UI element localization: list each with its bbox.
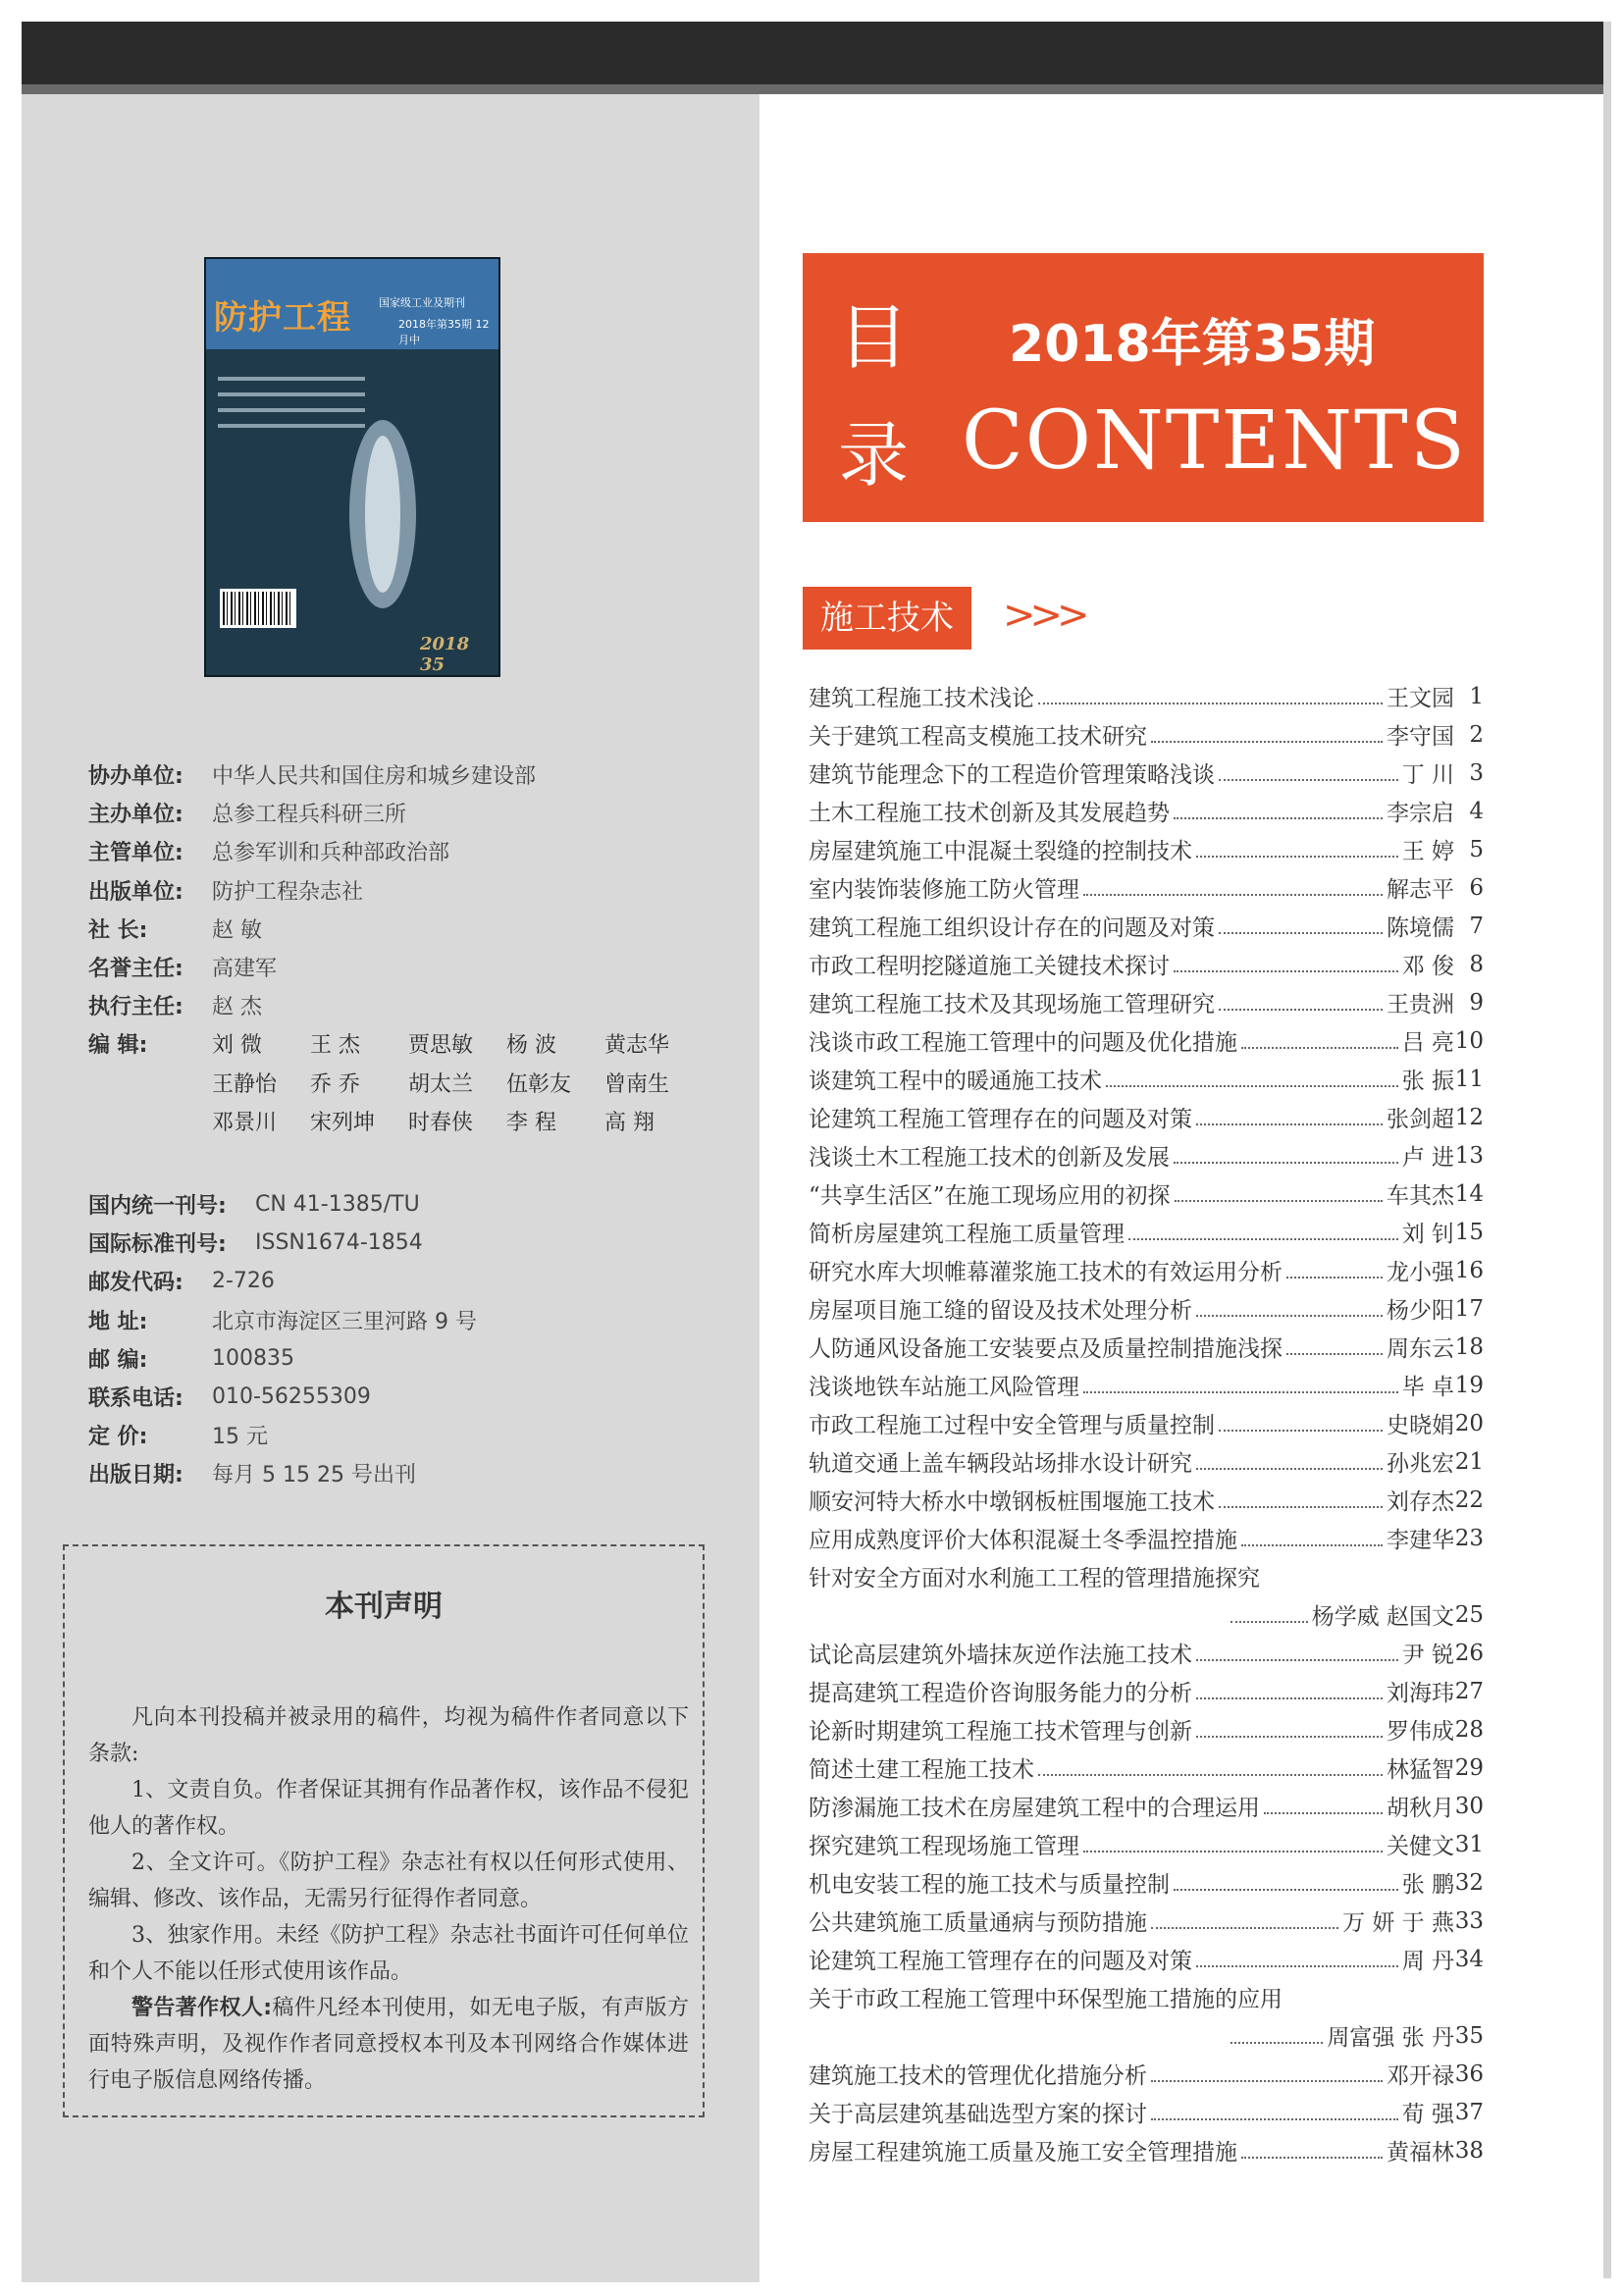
toc-entry[interactable] [809, 1328, 1484, 1366]
masthead-row [88, 986, 716, 1024]
toc-author: 龙小强 [1387, 1260, 1454, 1285]
toc-leader [1196, 1454, 1383, 1470]
toc-leader [1286, 1263, 1383, 1278]
toc-leader [1128, 1225, 1398, 1240]
toc-title-line: 针对安全方面对水利施工工程的管理措施探究 [809, 1566, 1260, 1592]
toc-page: 27 [1454, 1678, 1484, 1704]
editor-name: 王 杰 [310, 1033, 360, 1059]
toc-title: 提高建筑工程造价咨询服务能力的分析 [809, 1681, 1192, 1706]
toc-entry[interactable] [809, 1060, 1484, 1098]
masthead-row [88, 756, 716, 794]
toc-entry[interactable] [809, 1481, 1484, 1519]
editor-name: 杨 波 [506, 1033, 556, 1059]
toc-leader [1219, 995, 1383, 1011]
toc-page: 3 [1469, 759, 1484, 786]
toc-leader [1175, 1186, 1383, 1202]
toc-author: 张剑超 [1387, 1107, 1454, 1132]
toc-entry[interactable] [809, 1442, 1484, 1481]
toc-leader [1230, 2028, 1323, 2044]
toc-author: 车其杰 [1387, 1183, 1454, 1209]
toc-author: 卢 进 [1401, 1145, 1454, 1171]
toc-leader [1151, 2066, 1383, 2082]
toc-author: 王贵洲 [1387, 992, 1454, 1018]
cover-year-mark: 2018 35 [420, 634, 470, 675]
pubinfo-row [88, 1339, 736, 1378]
toc-page: 8 [1469, 951, 1484, 977]
declaration-title: 本刊声明 [325, 1590, 443, 1624]
toc-leader [1219, 1416, 1383, 1432]
toc-title: 建筑施工技术的管理优化措施分析 [809, 2063, 1147, 2089]
toc-entry[interactable] [809, 1902, 1484, 1940]
toc-author: 周富强 张 丹 [1327, 2025, 1454, 2051]
masthead-row [88, 794, 716, 832]
toc-author: 杨学威 赵国文 [1311, 1604, 1454, 1630]
toc-author: 周 丹 [1401, 1949, 1454, 1974]
toc-page: 10 [1454, 1027, 1484, 1054]
toc-author: 解志平 [1387, 877, 1454, 903]
toc-entry[interactable] [809, 983, 1484, 1021]
toc-leader [1219, 1492, 1383, 1508]
masthead-row [88, 948, 716, 986]
toc-author: 胡秋月 [1387, 1796, 1454, 1821]
pubinfo-row [88, 1185, 736, 1224]
toc-page: 35 [1454, 2022, 1484, 2049]
toc-entry[interactable] [809, 792, 1484, 830]
toc-page: 16 [1454, 1257, 1484, 1283]
pubinfo-label: 邮 编: [88, 1347, 148, 1373]
toc-leader [1264, 1799, 1383, 1814]
toc-entry[interactable] [809, 2055, 1484, 2093]
toc-page: 32 [1454, 1869, 1484, 1896]
scan-top-edge [22, 84, 1609, 94]
toc-author: 陈境儒 [1387, 915, 1454, 941]
toc-entry[interactable] [809, 1021, 1484, 1060]
pubinfo-label: 定 价: [88, 1425, 148, 1450]
warning-text: 稿件凡经本刊使用，如无电子版，有声版方面特殊声明，及视作作者同意授权本刊及本刊网络合作媒体进行电子版信息网络传播。 [88, 1996, 689, 2093]
pubinfo-label: 地 址: [88, 1309, 148, 1334]
declaration-intro: 凡向本刊投稿并被录用的稿件，均视为稿件作者同意以下条款: [88, 1705, 689, 1766]
toc-author: 尹 锐 [1401, 1643, 1454, 1668]
toc-entry[interactable] [809, 868, 1484, 907]
toc-leader [1196, 1684, 1383, 1699]
editor-name: 高 翔 [604, 1110, 654, 1135]
toc-page: 1 [1469, 683, 1484, 709]
toc-page: 20 [1454, 1410, 1484, 1436]
pubinfo-row [88, 1416, 736, 1454]
toc-title: 机电安装工程的施工技术与质量控制 [809, 1872, 1170, 1898]
toc-title: 公共建筑施工质量通病与预防措施 [809, 1910, 1147, 1936]
toc-leader [1196, 1952, 1398, 1967]
declaration-body [88, 1699, 689, 2099]
toc-title: 浅谈地铁车站施工风险管理 [809, 1375, 1079, 1400]
toc-title: 论建筑工程施工管理存在的问题及对策 [809, 1107, 1192, 1132]
toc-page: 13 [1454, 1142, 1484, 1169]
toc-author: 张 振 [1401, 1069, 1454, 1094]
masthead-value: 总参军训和兵种部政治部 [212, 841, 450, 866]
toc-author: 王文园 [1387, 686, 1454, 711]
pubinfo-label: 出版日期: [88, 1463, 183, 1488]
declaration-item-3: 3、独家作用。未经《防护工程》杂志社书面许可任何单位和个人不能以任形式使用该作品。 [88, 1923, 689, 1984]
toc-page: 34 [1454, 1946, 1484, 1972]
pubinfo-label: 邮发代码: [88, 1271, 183, 1296]
toc-title: 建筑工程施工技术及其现场施工管理研究 [809, 992, 1215, 1018]
toc-title-line: 关于市政工程施工管理中环保型施工措施的应用 [809, 1987, 1283, 2012]
toc-entry[interactable] [809, 1289, 1484, 1328]
editor-name: 黄志华 [604, 1033, 670, 1059]
masthead-value: 中华人民共和国住房和城乡建设部 [212, 764, 537, 790]
toc-page: 4 [1469, 798, 1484, 824]
pubinfo-value: 15 元 [212, 1425, 268, 1450]
pubinfo-row [88, 1301, 736, 1339]
toc-author: 毕 卓 [1401, 1375, 1454, 1400]
editor-name: 曾南生 [604, 1071, 670, 1097]
toc-author: 刘 钊 [1401, 1222, 1454, 1247]
toc-author: 吕 亮 [1401, 1030, 1454, 1056]
declaration-item-2: 2、全文许可。《防护工程》杂志社有权以任何形式使用、编辑、修改、该作品，无需另行征得作者同意。 [88, 1851, 689, 1911]
toc-leader [1083, 1837, 1383, 1852]
toc-title: 简析房屋建筑工程施工质量管理 [809, 1222, 1125, 1247]
editor-name: 胡太兰 [408, 1071, 474, 1097]
toc-title: 建筑工程施工技术浅论 [809, 686, 1034, 711]
contents-header [803, 253, 1484, 522]
toc-entry[interactable] [809, 1940, 1484, 1978]
toc-title: 研究水库大坝帷幕灌浆施工技术的有效运用分析 [809, 1260, 1283, 1285]
declaration-item-1: 1、文责自负。作者保证其拥有作品著作权，该作品不侵犯他人的著作权。 [88, 1778, 689, 1839]
toc-author: 邓开禄 [1387, 2063, 1454, 2089]
toc-leader [1174, 1875, 1398, 1891]
toc-page: 28 [1454, 1716, 1484, 1743]
toc-title: 土木工程施工技术创新及其发展趋势 [809, 801, 1170, 826]
toc-author: 李守国 [1387, 724, 1454, 750]
toc-leader [1196, 1722, 1383, 1738]
toc-title: 简述土建工程施工技术 [809, 1757, 1034, 1783]
toc-entry[interactable] [809, 1672, 1484, 1710]
editor-name: 王静怡 [212, 1071, 278, 1097]
masthead-row [88, 832, 716, 870]
toc-title: 顺安河特大桥水中墩钢板桩围堰施工技术 [809, 1489, 1215, 1515]
toc-title: “共享生活区”在施工现场应用的初探 [809, 1183, 1171, 1209]
toc-page: 25 [1454, 1601, 1484, 1628]
toc-page: 23 [1454, 1525, 1484, 1551]
toc-page: 9 [1469, 989, 1484, 1016]
toc-author: 关健文 [1387, 1834, 1454, 1859]
toc-author: 荀 强 [1401, 2102, 1454, 2127]
toc-title: 市政工程施工过程中安全管理与质量控制 [809, 1413, 1215, 1438]
pubinfo-value: ISSN1674-1854 [255, 1230, 423, 1256]
cover-building-image [324, 406, 442, 622]
toc-leader [1219, 918, 1383, 934]
toc-leader [1151, 727, 1383, 743]
section-arrows: >>> [1003, 593, 1084, 638]
toc-leader [1151, 2105, 1398, 2120]
toc-author: 李宗启 [1387, 801, 1454, 826]
pubinfo-row [88, 1378, 736, 1416]
toc-page: 37 [1454, 2099, 1484, 2125]
header-issue: 2018年第35期 [1009, 315, 1376, 374]
toc-entry[interactable] [809, 1748, 1484, 1787]
toc-page: 19 [1454, 1372, 1484, 1398]
toc-author: 周东云 [1387, 1336, 1454, 1362]
toc-author: 邓 俊 [1401, 954, 1454, 979]
masthead-label: 社 长: [88, 917, 148, 943]
editor-name: 宋列坤 [310, 1110, 376, 1135]
declaration-box [63, 1544, 705, 2117]
editor-name: 贾思敏 [408, 1033, 474, 1059]
toc-entry[interactable] [809, 1213, 1484, 1251]
toc-entry[interactable] [809, 1519, 1484, 1557]
editors-label: 编 辑: [88, 1033, 148, 1059]
toc-page: 2 [1469, 721, 1484, 748]
toc-leader [1174, 804, 1383, 819]
toc-title: 建筑工程施工组织设计存在的问题及对策 [809, 915, 1215, 941]
toc-leader [1174, 957, 1398, 972]
masthead-value: 防护工程杂志社 [212, 879, 364, 905]
toc-title: 谈建筑工程中的暖通施工技术 [809, 1069, 1102, 1094]
toc-page: 33 [1454, 1907, 1484, 1934]
toc-author: 林猛智 [1387, 1757, 1454, 1783]
toc-author: 杨少阳 [1387, 1298, 1454, 1324]
toc-author: 黄福林 [1387, 2140, 1454, 2166]
pubinfo-value: 北京市海淀区三里河路 9 号 [212, 1309, 477, 1334]
toc-page: 14 [1454, 1180, 1484, 1207]
toc-entry[interactable] [809, 1787, 1484, 1825]
toc-author: 刘存杰 [1387, 1489, 1454, 1515]
toc-title: 房屋建筑施工中混凝土裂缝的控制技术 [809, 839, 1192, 864]
toc-entry[interactable] [809, 830, 1484, 868]
toc-entry[interactable] [809, 1251, 1484, 1289]
toc-title: 房屋工程建筑施工质量及施工安全管理措施 [809, 2140, 1237, 2166]
toc-entry[interactable] [809, 2093, 1484, 2131]
toc-page: 5 [1469, 836, 1484, 862]
toc-page: 6 [1469, 874, 1484, 901]
toc-title: 浅谈土木工程施工技术的创新及发展 [809, 1145, 1170, 1171]
toc-page: 15 [1454, 1219, 1484, 1245]
toc-entry[interactable] [809, 907, 1484, 945]
toc-entry[interactable] [809, 1863, 1484, 1902]
toc-entry[interactable] [809, 1366, 1484, 1404]
toc-author: 王 婷 [1401, 839, 1454, 864]
toc-page: 31 [1454, 1831, 1484, 1857]
toc-leader [1196, 1301, 1383, 1317]
pubinfo-value: 010-56255309 [212, 1384, 371, 1410]
toc-leader [1151, 1913, 1338, 1929]
toc-page: 36 [1454, 2061, 1484, 2087]
toc-page: 11 [1454, 1066, 1484, 1092]
masthead-label: 执行主任: [88, 995, 183, 1020]
toc-title: 轨道交通上盖车辆段站场排水设计研究 [809, 1451, 1192, 1477]
editor-name: 伍彰友 [506, 1071, 572, 1097]
toc-entry[interactable] [809, 945, 1484, 983]
toc-entry[interactable] [809, 1174, 1484, 1213]
toc-entry[interactable] [809, 1404, 1484, 1442]
table-of-contents [809, 677, 1484, 2169]
toc-entry[interactable] [809, 2016, 1484, 2055]
toc-entry[interactable] [809, 715, 1484, 754]
toc-title: 论建筑工程施工管理存在的问题及对策 [809, 1949, 1192, 1974]
header-mu: 目 [838, 296, 910, 379]
toc-title: 关于高层建筑基础选型方案的探讨 [809, 2102, 1147, 2127]
section-tag: 施工技术 [803, 587, 971, 650]
editor-name: 时春侠 [408, 1110, 474, 1135]
masthead-value: 总参工程兵科研三所 [212, 803, 407, 828]
toc-title: 建筑节能理念下的工程造价管理策略浅谈 [809, 762, 1215, 788]
editors-row [88, 1024, 716, 1140]
cover-barcode [220, 589, 296, 628]
cover-logo: 防护工程 [214, 298, 351, 338]
toc-leader [1241, 1033, 1398, 1049]
scan-top-band [22, 22, 1609, 92]
toc-entry[interactable] [809, 1825, 1484, 1863]
toc-author: 史晓娟 [1387, 1413, 1454, 1438]
editor-name: 刘 微 [212, 1033, 262, 1059]
toc-title: 市政工程明挖隧道施工关键技术探讨 [809, 954, 1170, 979]
toc-author: 丁 川 [1401, 762, 1454, 788]
toc-page: 30 [1454, 1793, 1484, 1819]
declaration-warning [88, 1990, 689, 2099]
toc-entry[interactable] [809, 1136, 1484, 1174]
toc-title: 室内装饰装修施工防火管理 [809, 877, 1079, 903]
editor-name: 李 程 [506, 1110, 556, 1135]
pubinfo-label: 国内统一刊号: [88, 1194, 227, 1220]
toc-leader [1230, 1607, 1308, 1623]
toc-page: 17 [1454, 1295, 1484, 1322]
pubinfo-value: 100835 [212, 1345, 294, 1371]
toc-author: 孙兆宏 [1387, 1451, 1454, 1477]
pubinfo-value: 2-726 [212, 1269, 275, 1294]
toc-page: 22 [1454, 1487, 1484, 1513]
toc-leader [1196, 842, 1398, 858]
toc-leader [1083, 1378, 1398, 1393]
toc-page: 29 [1454, 1754, 1484, 1781]
publication-info [88, 1185, 736, 1493]
cover-issue: 2018年第35期 12月中 [398, 318, 490, 346]
toc-leader [1038, 689, 1383, 704]
masthead-label: 主管单位: [88, 841, 183, 866]
header-contents: CONTENTS [962, 394, 1467, 488]
toc-page: 12 [1454, 1104, 1484, 1130]
pubinfo-row [88, 1454, 736, 1492]
toc-leader [1038, 1760, 1383, 1776]
masthead [88, 756, 716, 1140]
pubinfo-row [88, 1262, 736, 1300]
masthead-value: 赵 杰 [212, 995, 262, 1020]
toc-author: 刘海玮 [1387, 1681, 1454, 1706]
cover-subtitle: 国家级工业及期刊 [379, 296, 465, 309]
toc-entry[interactable] [809, 754, 1484, 792]
toc-entry[interactable] [809, 2131, 1484, 2169]
toc-title: 应用成熟度评价大体积混凝土冬季温控措施 [809, 1528, 1237, 1553]
editors-list [212, 1024, 703, 1140]
toc-title: 探究建筑工程现场施工管理 [809, 1834, 1079, 1859]
pubinfo-row [88, 1224, 736, 1262]
toc-entry[interactable] [809, 1098, 1484, 1136]
toc-leader [1083, 880, 1383, 896]
toc-author: 万 妍 于 燕 [1342, 1910, 1454, 1936]
toc-entry[interactable] [809, 1710, 1484, 1748]
toc-title: 人防通风设备施工安装要点及质量控制措施浅探 [809, 1336, 1283, 1362]
toc-author: 李建华 [1387, 1528, 1454, 1553]
toc-leader [1286, 1339, 1383, 1355]
masthead-label: 协办单位: [88, 764, 183, 790]
toc-title: 试论高层建筑外墙抹灰逆作法施工技术 [809, 1643, 1192, 1668]
magazine-cover [204, 257, 500, 677]
toc-title: 防渗漏施工技术在房屋建筑工程中的合理运用 [809, 1796, 1260, 1821]
toc-leader [1241, 1531, 1383, 1546]
toc-title: 论新时期建筑工程施工技术管理与创新 [809, 1719, 1192, 1745]
toc-author: 罗伟成 [1387, 1719, 1454, 1745]
masthead-label: 主办单位: [88, 803, 183, 828]
pubinfo-value: CN 41-1385/TU [255, 1192, 420, 1218]
masthead-row [88, 910, 716, 948]
toc-entry[interactable] [809, 1595, 1484, 1634]
masthead-label: 出版单位: [88, 879, 183, 905]
masthead-label: 名誉主任: [88, 957, 183, 982]
masthead-row [88, 871, 716, 910]
toc-page: 7 [1469, 913, 1484, 939]
toc-title: 房屋项目施工缝的留设及技术处理分析 [809, 1298, 1192, 1324]
section-heading [803, 587, 1084, 650]
toc-leader [1174, 1148, 1398, 1164]
toc-title: 关于建筑工程高支模施工技术研究 [809, 724, 1147, 750]
toc-leader [1196, 1645, 1398, 1661]
editor-name: 邓景川 [212, 1110, 278, 1135]
toc-leader [1241, 2143, 1383, 2159]
toc-author: 张 鹏 [1401, 1872, 1454, 1898]
pubinfo-label: 国际标准刊号: [88, 1232, 227, 1258]
pubinfo-label: 联系电话: [88, 1386, 183, 1412]
toc-leader [1219, 765, 1398, 781]
editor-name: 乔 乔 [310, 1071, 360, 1097]
toc-page: 21 [1454, 1448, 1484, 1475]
pubinfo-value: 每月 5 15 25 号出刊 [212, 1463, 416, 1488]
toc-leader [1106, 1071, 1398, 1087]
toc-page: 26 [1454, 1640, 1484, 1666]
toc-leader [1196, 1110, 1383, 1125]
masthead-value: 赵 敏 [212, 917, 262, 943]
header-lu: 录 [838, 414, 910, 496]
toc-title: 浅谈市政工程施工管理中的问题及优化措施 [809, 1030, 1237, 1056]
toc-page: 38 [1454, 2137, 1484, 2164]
toc-page: 18 [1454, 1333, 1484, 1360]
toc-entry[interactable] [809, 1634, 1484, 1672]
masthead-value: 高建军 [212, 957, 278, 982]
scan-right-edge [1603, 22, 1611, 2278]
warning-label: 警告著作权人: [131, 1996, 272, 2020]
toc-entry[interactable] [809, 677, 1484, 715]
